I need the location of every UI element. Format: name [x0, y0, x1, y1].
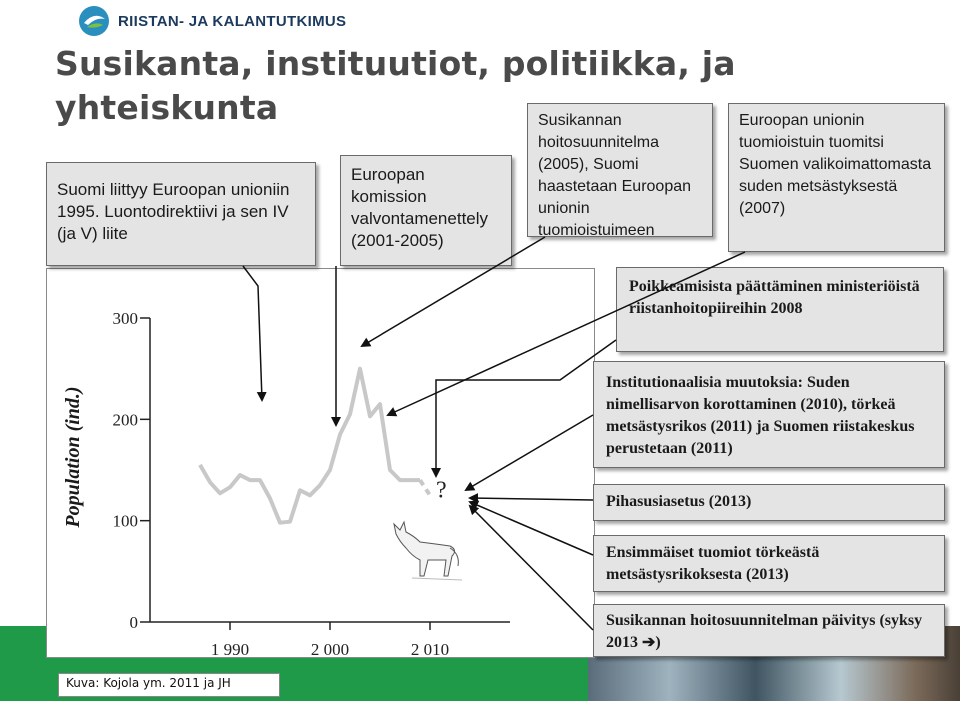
callout-residence: Pihasusiasetus (2013): [593, 484, 945, 521]
arrow-management-plan: [362, 237, 545, 346]
arrow-exceptions: [436, 340, 616, 476]
callout-court-ruling: Euroopan unionin tuomioistuin tuomitsi Suomen valikoimattomasta suden metsästyksestä (2007): [728, 103, 945, 252]
population-dashed-segment: [420, 480, 430, 495]
callout-commission: Euroopan komission valvontamenettely (2001-2005): [340, 155, 512, 266]
callout-update: Susikannan hoitosuunnitelman päivitys (syksy 2013 ➔): [593, 604, 945, 657]
x-tick-label: 2 010: [410, 640, 450, 659]
source-caption: Kuva: Kojola ym. 2011 ja JH: [66, 676, 231, 690]
y-tick-label: 0: [129, 613, 138, 632]
arrow-update: [470, 506, 593, 630]
arrow-court-ruling: [388, 252, 745, 415]
arrow-institutional: [466, 415, 593, 490]
arrow-eu-membership: [243, 266, 262, 400]
arrow-residence: [470, 498, 593, 500]
y-tick-label: 200: [112, 410, 138, 430]
population-line: [200, 369, 420, 523]
wolf-illustration: [394, 522, 462, 580]
y-axis-label: Population (ind.): [62, 386, 84, 528]
callout-eu-membership: Suomi liittyy Euroopan unioniin 1995. Luontodirektiivi ja sen IV (ja V) liite: [46, 162, 316, 266]
page-title: Susikanta, instituutiot, politiikka, ja yhteiskunta: [55, 44, 736, 127]
callout-exceptions: Poikkeamisista päättäminen ministeriöistä riistanhoitopiireihin 2008: [616, 267, 944, 352]
callout-management-plan: Susikannan hoitosuunnitelma (2005), Suomi haastetaan Euroopan unionin tuomioistuimeen: [527, 103, 713, 237]
y-tick-label: 300: [112, 309, 138, 328]
y-tick-label: 100: [112, 511, 138, 531]
x-tick-label: 2 000: [310, 640, 350, 659]
unknown-marker: ?: [436, 477, 447, 504]
x-tick-label: 1 990: [210, 640, 250, 659]
arrow-convictions: [470, 502, 593, 555]
callout-convictions: Ensimmäiset tuomiot törkeästä metsästysrikoksesta (2013): [593, 535, 945, 592]
logo-text: RIISTAN- JA KALANTUTKIMUS: [118, 12, 347, 30]
callout-institutional: Institutionaalisia muutoksia: Suden nimellisarvon korottaminen (2010), törkeä metsästysrikos (2011) ja Suomen riistakeskus perustetaan (2011): [593, 361, 945, 468]
